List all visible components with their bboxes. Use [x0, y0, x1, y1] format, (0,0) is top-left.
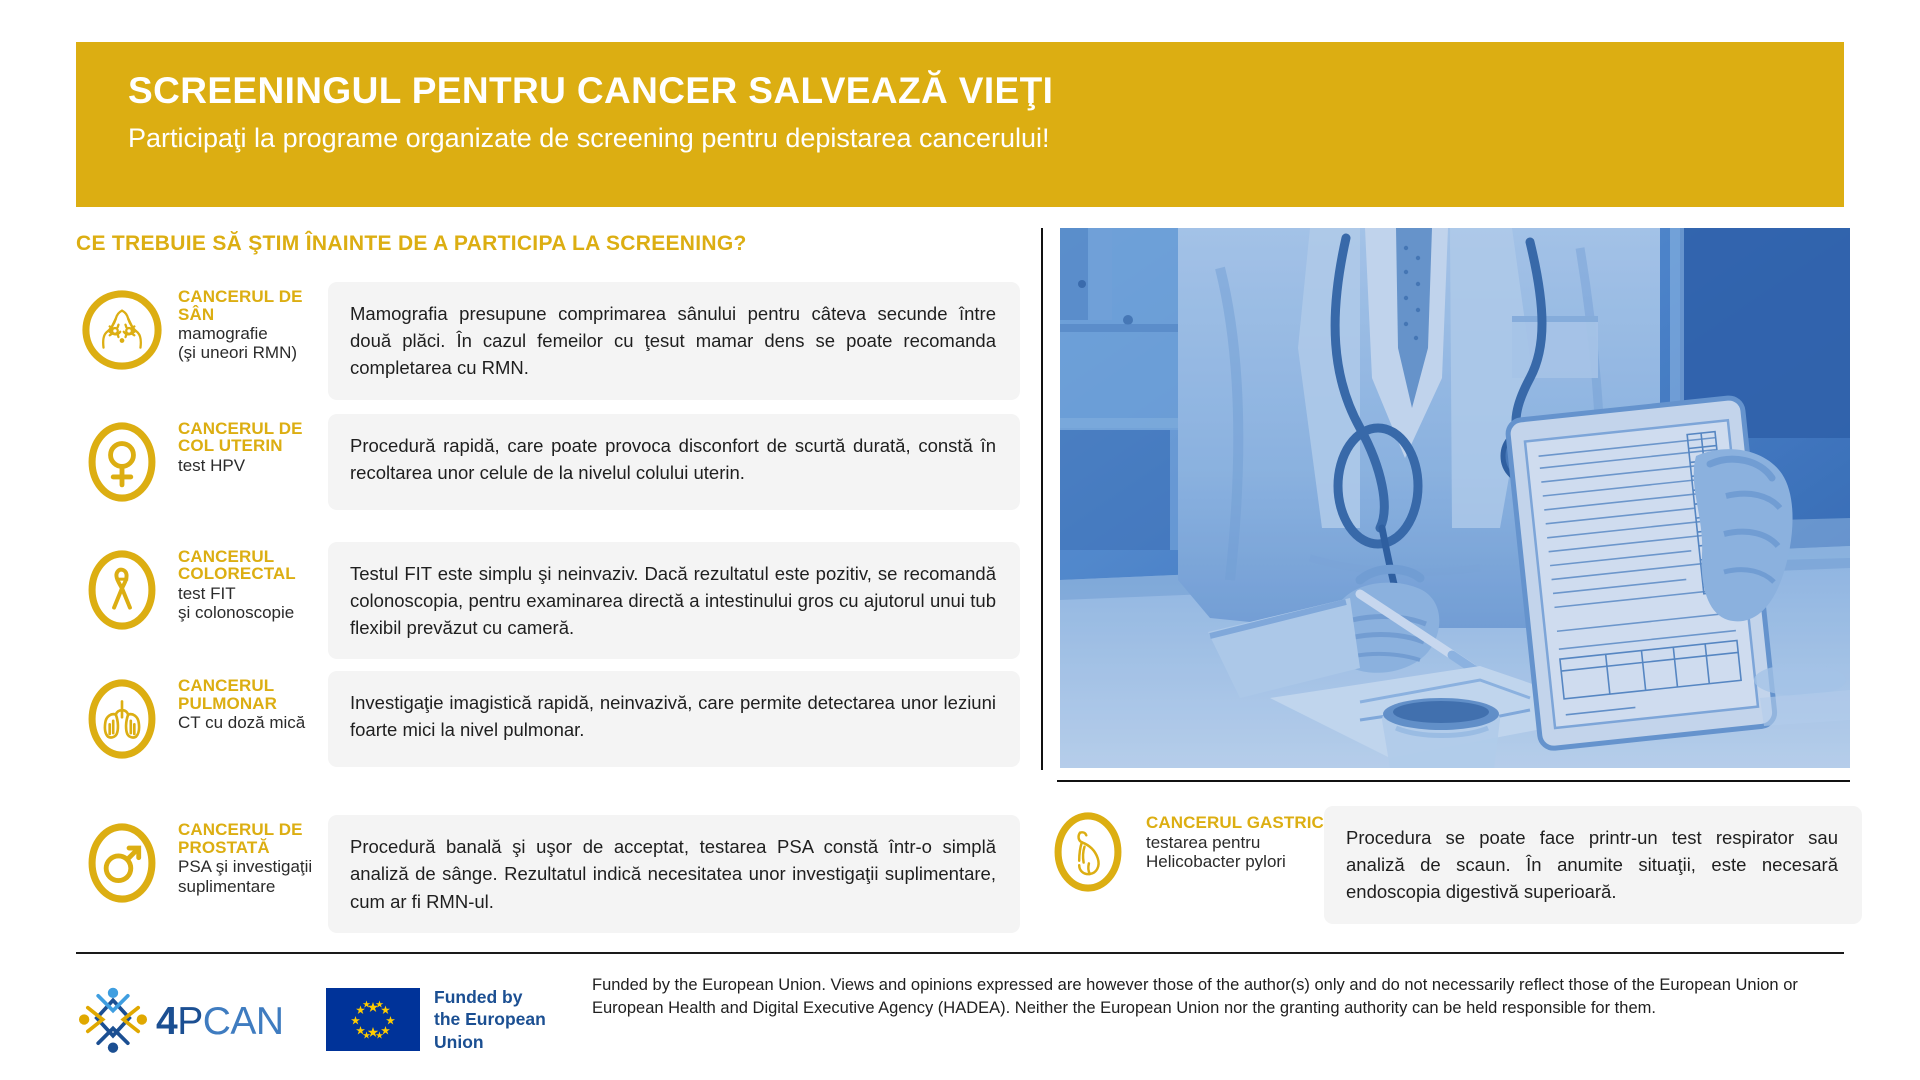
footer [76, 972, 1844, 1058]
horizontal-divider [1057, 780, 1850, 782]
subtitle-line: test HPV [178, 455, 246, 475]
list-item-title: CANCERUL PULMONAR [178, 676, 278, 713]
list-item-subtitle [178, 456, 328, 475]
eu-disclaimer: Funded by the European Union. Views and opinions expressed are however those of the author(s) only and do not necessarily reflect those of the European Union or European Health and Digital Executive Agency (HADEA). Neither the European Union nor the granting authority can be held responsible for them. [592, 976, 1798, 1018]
list-item-subtitle [178, 584, 328, 623]
list-item [76, 282, 1020, 400]
eu-flag-icon [326, 988, 420, 1051]
page-title: SCREENINGUL PENTRU CANCER SALVEAZĂ VIEŢI [128, 70, 1054, 111]
lungs-icon [76, 673, 168, 765]
list-item-gastric [1042, 806, 1862, 924]
logo-text-4: 4 [156, 999, 178, 1043]
list-item-description: Procedură rapidă, care poate provoca disconfort de scurtă durată, constă în recoltarea unor celule de la nivelul colului uterin. [328, 414, 1020, 510]
breast-icon [76, 284, 168, 376]
list-item-labels [1134, 806, 1324, 871]
list-item-title: CANCERUL COLORECTAL [178, 546, 296, 584]
list-item-labels [168, 282, 328, 363]
page-subtitle: Participaţi la programe organizate de screening pentru depistarea cancerului! [128, 123, 1050, 154]
list-item-description: Mamografia presupune comprimarea sânului pentru câteva secunde între două plăci. În cazul femeilor cu ţesut mamar dens se poate recomanda completarea cu RMN. [328, 282, 1020, 400]
subtitle-line: testarea pentru [1146, 832, 1261, 852]
screening-list [76, 282, 1020, 945]
list-item-title: CANCERUL GASTRIC [1146, 813, 1324, 832]
header-banner [76, 42, 1844, 207]
eu-funding-badge [326, 972, 588, 1053]
list-item-subtitle [178, 857, 328, 896]
logo-text-can: CAN [202, 999, 284, 1043]
subtitle-line: şi colonoscopie [178, 602, 295, 622]
list-item-title: CANCERUL DE PROSTATĂ [178, 820, 303, 857]
list-item-labels [168, 815, 328, 896]
list-item-title: CANCERUL DE SÂN [178, 287, 303, 324]
list-item [76, 414, 1020, 530]
vertical-divider [1041, 228, 1043, 770]
subtitle-line: test FIT [178, 583, 236, 603]
logo-text-p: P [177, 999, 203, 1043]
eu-funding-line2: the European Union [434, 1009, 546, 1052]
subtitle-line: PSA şi investigaţii [178, 857, 313, 877]
eu-funding-text [434, 986, 588, 1053]
logo-wordmark [156, 999, 284, 1043]
list-item-subtitle [178, 324, 328, 363]
list-item-description: Testul FIT este simplu şi neinvaziv. Dacă rezultatul este pozitiv, se recomandă colonoscopia, pentru examinarea directă a intestinului gros cu ajutorul unui tub flexibil prevăzut cu cameră. [328, 542, 1020, 660]
stomach-icon [1042, 806, 1134, 898]
doctor-photo [1060, 228, 1850, 768]
eu-funding-line1: Funded by [434, 987, 523, 1007]
subtitle-line: CT cu doză mică [178, 713, 306, 733]
subtitle-line: (şi uneori RMN) [178, 343, 298, 363]
list-item-description: Procedura se poate face printr-un test respirator sau analiză de scaun. În anumite situaţii, este necesară endoscopia digestivă superioară. [1324, 806, 1862, 924]
list-item-labels [168, 414, 328, 475]
subtitle-line: Helicobacter pylori [1146, 851, 1286, 871]
footer-divider [76, 952, 1844, 954]
female-gender-icon [76, 416, 168, 508]
logo-4pcan [76, 972, 326, 1058]
subtitle-line: suplimentare [178, 876, 276, 896]
4pcan-mark-icon [76, 984, 150, 1058]
subtitle-line: mamografie [178, 324, 268, 343]
list-item-labels [168, 671, 328, 732]
male-gender-icon [76, 817, 168, 909]
list-item-subtitle [1146, 833, 1324, 872]
list-item-title: CANCERUL DE COL UTERIN [178, 418, 303, 456]
awareness-ribbon-icon [76, 544, 168, 636]
list-item-description: Procedură banală şi uşor de acceptat, testarea PSA constă într-o simplă analiză de sânge. Rezultatul indică necesitatea unor investigaţii suplimentare, cum ar fi RMN-ul. [328, 815, 1020, 933]
list-item-subtitle [178, 713, 328, 732]
list-item [76, 542, 1020, 660]
section-heading: CE TREBUIE SĂ ŞTIM ÎNAINTE DE A PARTICIPA LA SCREENING? [76, 232, 747, 255]
list-item-labels [168, 542, 328, 623]
list-item [76, 815, 1020, 933]
list-item-description: Investigaţie imagistică rapidă, neinvazivă, care permite detectarea unor leziuni foarte mici la nivel pulmonar. [328, 671, 1020, 767]
list-item [76, 671, 1020, 787]
